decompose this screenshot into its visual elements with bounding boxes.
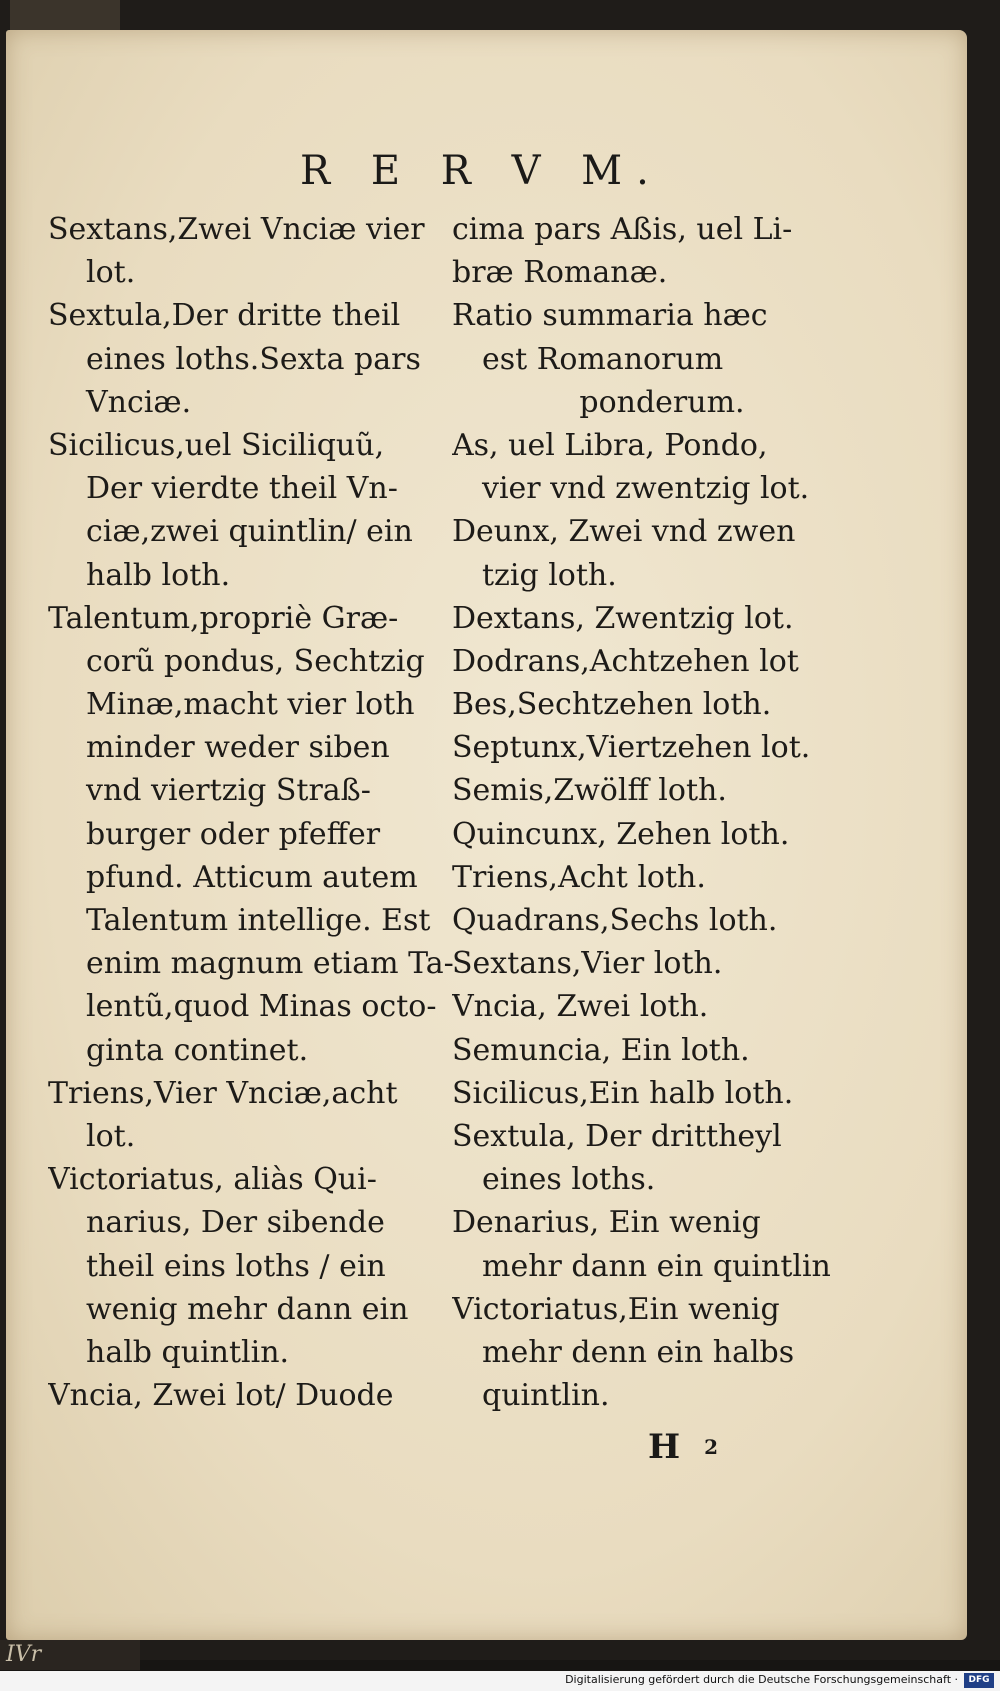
text-line: mehr dann ein quintlin bbox=[482, 1248, 831, 1284]
dfg-logo-icon: DFG bbox=[964, 1673, 994, 1688]
text-line: tzig loth. bbox=[482, 557, 617, 593]
text-line: Sicilicus,Ein halb loth. bbox=[452, 1075, 794, 1111]
left-text-column bbox=[48, 208, 468, 1417]
text-line: Denarius, Ein wenig bbox=[452, 1205, 761, 1241]
text-line: As, uel Libra, Pondo, bbox=[452, 427, 768, 463]
text-line: Dodrans,Achtzehen lot bbox=[452, 643, 799, 679]
text-line: corũ pondus, Sechtzig bbox=[86, 643, 425, 679]
text-line: Deunx, Zwei vnd zwen bbox=[452, 514, 796, 550]
credit-bar bbox=[0, 1671, 1000, 1691]
text-line: lot. bbox=[86, 1118, 136, 1154]
text-line: Quincunx, Zehen loth. bbox=[452, 816, 790, 852]
signature-number: 2 bbox=[704, 1435, 719, 1459]
text-line: halb loth. bbox=[86, 557, 231, 593]
text-line: Septunx,Viertzehen lot. bbox=[452, 730, 811, 766]
text-line: Victoriatus,Ein wenig bbox=[452, 1291, 780, 1327]
text-line: narius, Der sibende bbox=[86, 1205, 385, 1241]
text-line: Vncia, Zwei lot/ Duode bbox=[48, 1378, 394, 1414]
text-line: cima pars Aßis, uel Li- bbox=[452, 212, 793, 247]
text-line: eines loths. bbox=[482, 1162, 656, 1198]
text-line: lentũ,quod Minas octo- bbox=[86, 989, 437, 1025]
text-line: Sextula,Der dritte theil bbox=[48, 298, 401, 334]
text-line: Sicilicus,uel Siciliquũ, bbox=[48, 427, 385, 463]
text-line: burger oder pfeffer bbox=[86, 816, 381, 852]
text-line: ginta continet. bbox=[86, 1032, 309, 1068]
text-line: Minæ,macht vier loth bbox=[86, 687, 415, 723]
text-line: vnd viertzig Straß- bbox=[86, 773, 371, 809]
text-line: lot. bbox=[86, 255, 136, 291]
text-line: Semuncia, Ein loth. bbox=[452, 1032, 750, 1068]
text-line: Bes,Sechtzehen loth. bbox=[452, 687, 772, 723]
text-line: Quadrans,Sechs loth. bbox=[452, 903, 778, 938]
previous-page-fragment bbox=[0, 1640, 140, 1670]
text-line: ponderum. bbox=[579, 384, 745, 420]
text-line: pfund. Atticum autem bbox=[86, 859, 418, 895]
signature-letter: H bbox=[648, 1427, 681, 1467]
text-line: Der vierdte theil Vn- bbox=[86, 471, 398, 507]
text-line: Triens,Acht loth. bbox=[452, 859, 706, 895]
text-line: quintlin. bbox=[482, 1378, 610, 1414]
text-line: Talentum intellige. Est bbox=[86, 903, 431, 938]
text-line: bræ Romanæ. bbox=[452, 255, 668, 291]
text-line: Sextans,Vier loth. bbox=[452, 946, 723, 982]
digitization-credit: Digitalisierung gefördert durch die Deutsche Forschungsgemeinschaft · bbox=[565, 1673, 958, 1686]
text-line: theil eins loths / ein bbox=[86, 1248, 386, 1284]
text-line: Triens,Vier Vnciæ,acht bbox=[48, 1075, 398, 1111]
text-line: enim magnum etiam Ta- bbox=[86, 946, 454, 982]
text-line: Semis,Zwölff loth. bbox=[452, 773, 727, 809]
text-line: Sextula, Der drittheyl bbox=[452, 1118, 782, 1154]
text-line: Vncia, Zwei loth. bbox=[452, 989, 709, 1025]
text-line: Dextans, Zwentzig lot. bbox=[452, 600, 794, 636]
text-line: wenig mehr dann ein bbox=[86, 1291, 409, 1327]
text-line: eines loths.Sexta pars bbox=[86, 341, 421, 377]
text-line: est Romanorum bbox=[482, 341, 724, 377]
running-title: R E R V M. bbox=[300, 148, 663, 194]
previous-page-fragment-text: IVr bbox=[6, 1642, 42, 1667]
text-line: halb quintlin. bbox=[86, 1334, 290, 1370]
text-line: mehr denn ein halbs bbox=[482, 1334, 795, 1370]
signature-mark bbox=[648, 1425, 718, 1467]
text-line: Sextans,Zwei Vnciæ vier bbox=[48, 212, 425, 247]
text-line: ciæ,zwei quintlin/ ein bbox=[86, 514, 413, 550]
right-text-column bbox=[452, 208, 872, 1417]
text-line: Ratio summaria hæc bbox=[452, 298, 768, 334]
text-line: vier vnd zwentzig lot. bbox=[482, 471, 810, 507]
text-line: Vnciæ. bbox=[86, 384, 192, 420]
text-line: Victoriatus, aliàs Qui- bbox=[48, 1162, 377, 1198]
text-line: minder weder siben bbox=[86, 730, 390, 766]
text-line: Talentum,propriè Græ- bbox=[48, 600, 399, 636]
